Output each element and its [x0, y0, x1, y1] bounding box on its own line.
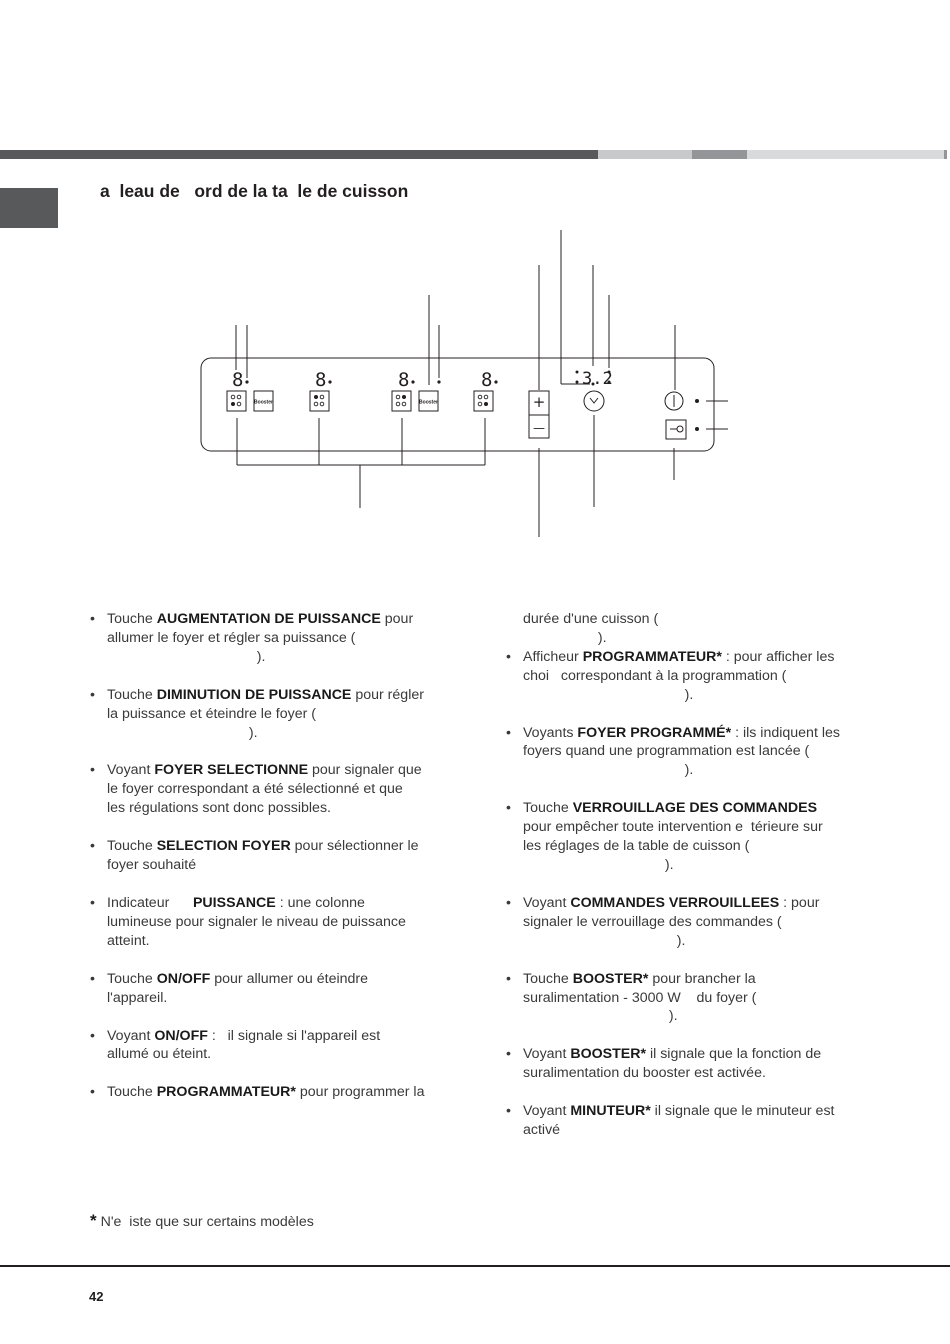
- list-item: • Touche ON/OFF pour allumer ou éteindre l'appareil.: [90, 970, 369, 1006]
- list-item: • Touche PROGRAMMATEUR* pour programmer la: [90, 1084, 425, 1101]
- footnote-star: *: [90, 1211, 97, 1230]
- left-column: [90, 610, 470, 1121]
- list-item: • Afficheur PROGRAMMATEUR* : pour afficher les choi correspondant à la programmation ( ).: [506, 648, 835, 703]
- page-title: a leau de ord de la ta le de cuisson: [100, 181, 409, 201]
- list-item: • Indicateur PUISSANCE : une colonne lumineuse pour signaler le niveau de puissance atteint.: [90, 894, 406, 949]
- zone-3-display: 8: [398, 369, 410, 391]
- booster-key-3-label: Booster: [419, 399, 438, 406]
- booster-key-1-label: Booster: [254, 399, 273, 406]
- zone-1-display: 8: [232, 369, 244, 391]
- footer-rule: [0, 1265, 950, 1267]
- zone-4-display: 8: [481, 369, 493, 391]
- list-item: • Voyants FOYER PROGRAMMÉ* : ils indiquent les foyers quand une programmation est lancée ( ).: [506, 724, 840, 779]
- list-item: • Voyant FOYER SELECTIONNE pour signaler que le foyer correspondant a été sélectionné et que les régulations sont donc possibles.: [90, 762, 422, 817]
- footnote: [90, 1211, 314, 1231]
- minus-symbol: —: [533, 421, 545, 435]
- list-item: • Voyant MINUTEUR* il signale que le minuteur est activé: [506, 1103, 835, 1139]
- list-item: • Touche SELECTION FOYER pour sélectionner le foyer souhaité: [90, 838, 419, 874]
- list-item: • Touche AUGMENTATION DE PUISSANCE pour allumer le foyer et régler sa puissance ( ).: [90, 611, 414, 665]
- list-item: • Touche VERROUILLAGE DES COMMANDES pour empêcher toute intervention e térieure sur les réglages de la table de cuisson ( ).: [506, 800, 823, 873]
- list-item-continuation: durée d'une cuisson ( ).: [523, 611, 659, 646]
- page-number: 42: [89, 1289, 104, 1304]
- list-item: • Voyant ON/OFF : il signale si l'appareil est allumé ou éteint.: [90, 1027, 381, 1063]
- plus-symbol: +: [532, 393, 546, 411]
- timer-key: [584, 391, 604, 411]
- footnote-text: N'e iste que sur certains modèles: [96, 1214, 314, 1230]
- right-column: [506, 610, 891, 1159]
- zone-2-display: 8: [315, 369, 327, 391]
- zone-select-key-2: [310, 391, 329, 411]
- list-item: • Voyant COMMANDES VERROUILLEES : pour signaler le verrouillage des commandes ( ).: [506, 894, 820, 949]
- control-panel-outline: [201, 358, 714, 451]
- list-item: • Voyant BOOSTER* il signale que la fonction de suralimentation du booster est activée.: [506, 1046, 822, 1082]
- list-item: • Touche BOOSTER* pour brancher la suralimentation - 3000 W du foyer ( ).: [506, 970, 757, 1025]
- zone-select-key-3: [392, 391, 411, 411]
- control-panel-diagram: [0, 0, 950, 600]
- zone-select-key-4: [474, 391, 493, 411]
- zone-select-key-1: [227, 391, 246, 411]
- timer-display: 3.2: [582, 369, 613, 389]
- list-item: • Touche DIMINUTION DE PUISSANCE pour régler la puissance et éteindre le foyer ( ).: [90, 686, 424, 741]
